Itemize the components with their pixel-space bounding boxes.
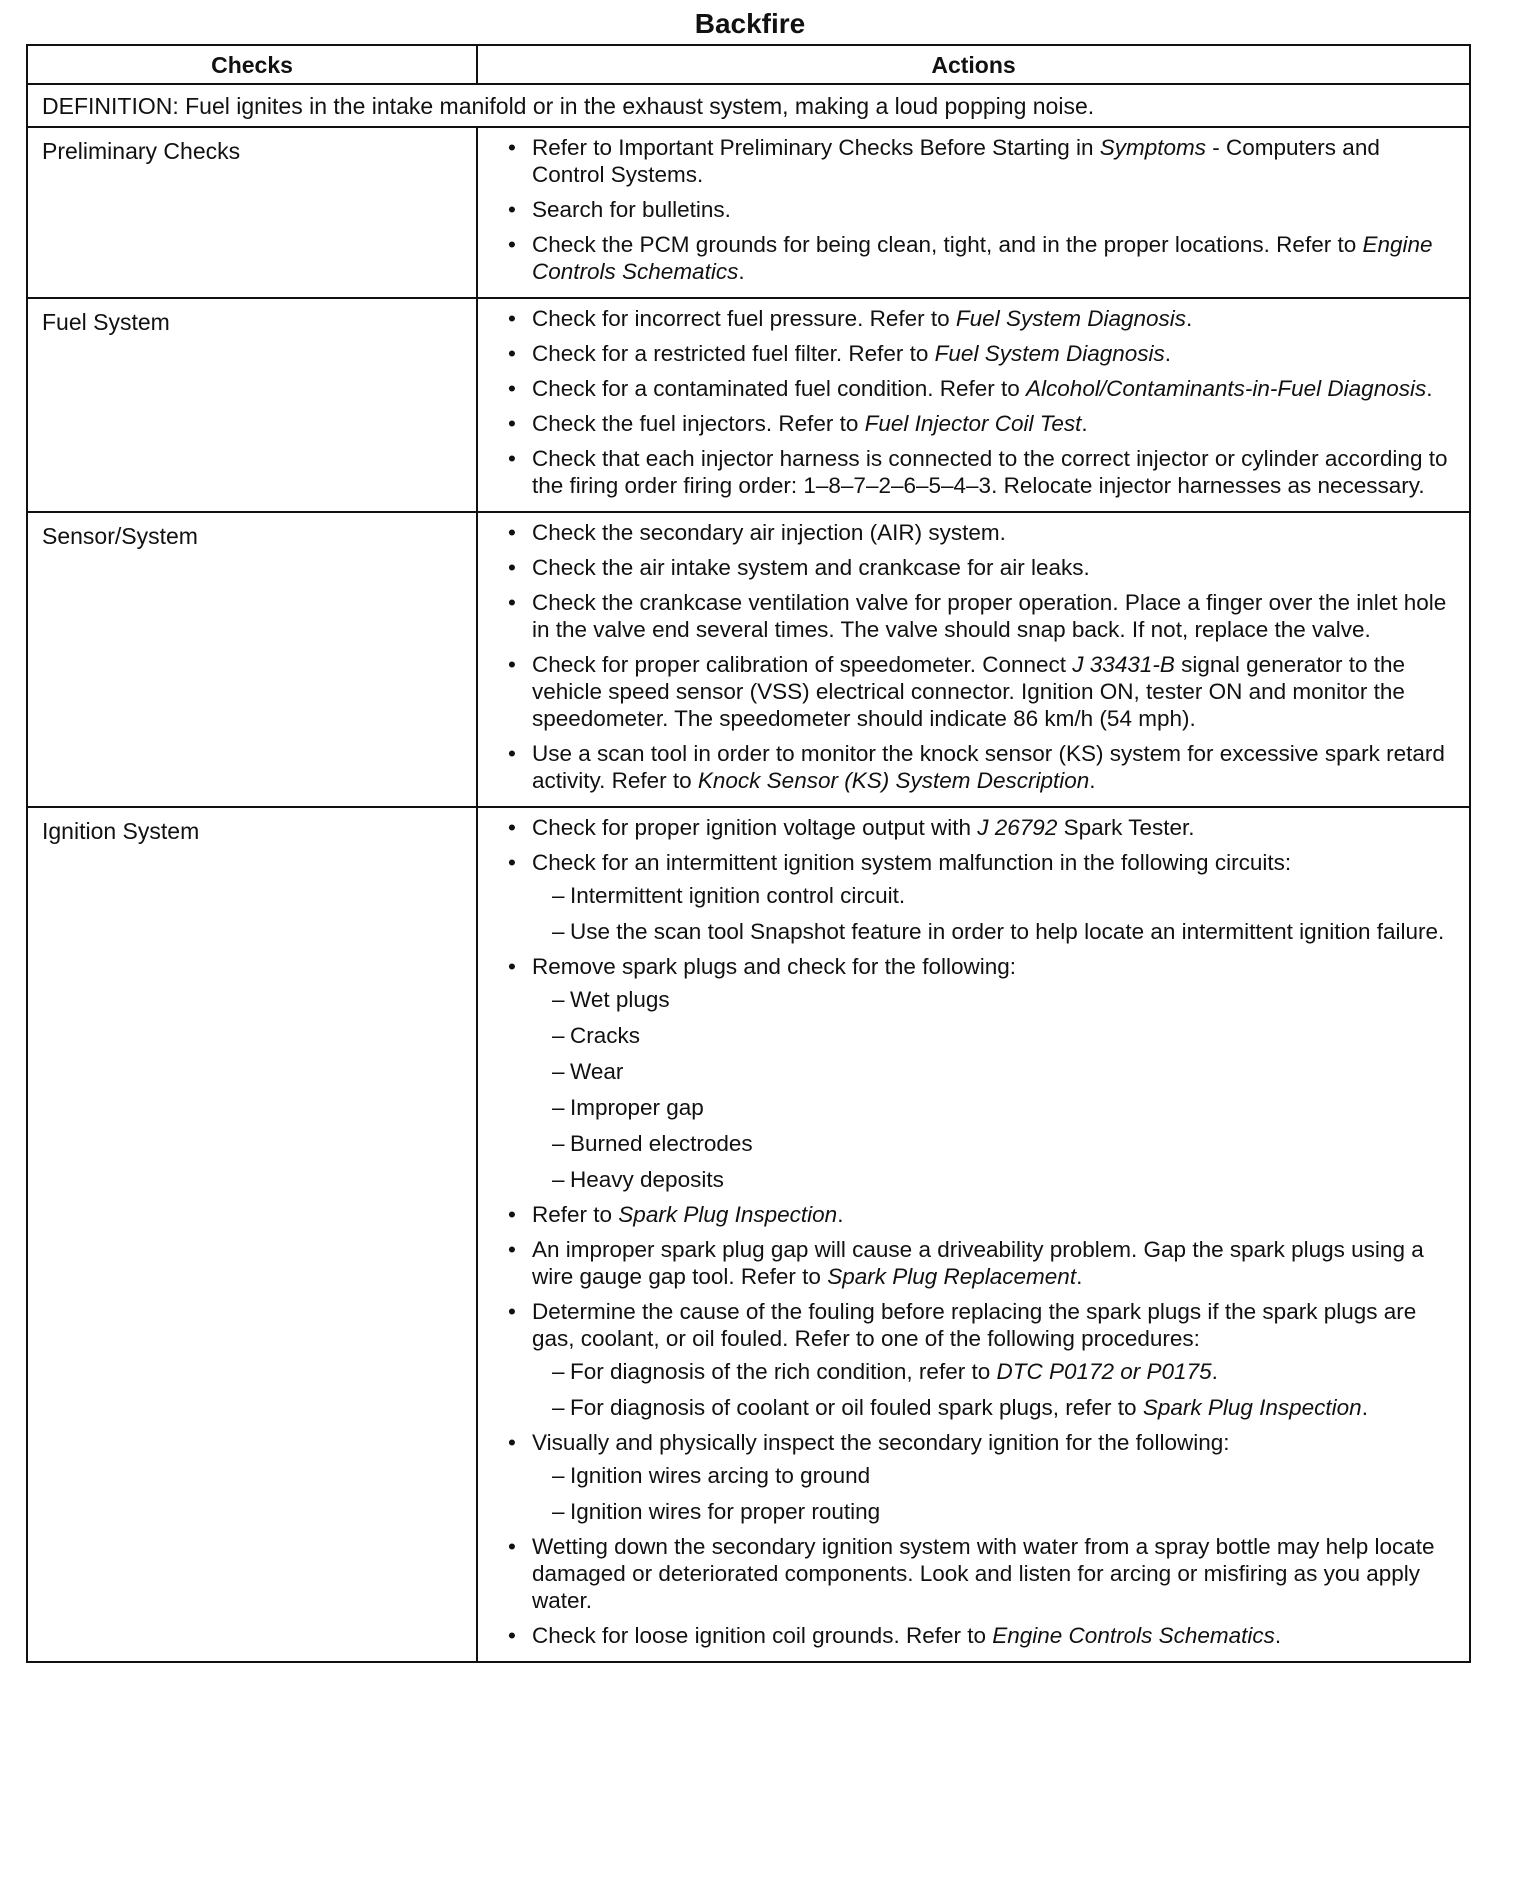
sub-list-item [532, 1462, 1455, 1489]
action-item [496, 445, 1455, 499]
action-text: Use the scan tool Snapshot feature in order to help locate an intermittent ignition failure. [570, 919, 1445, 944]
action-text: Ignition wires arcing to ground [570, 1463, 871, 1488]
action-item [496, 1298, 1455, 1421]
check-category: Preliminary Checks [27, 127, 477, 298]
table-row [27, 807, 1470, 1662]
reference-link: Fuel System Diagnosis [955, 306, 1187, 331]
action-text: An improper spark plug gap will cause a driveability problem. Gap the spark plugs using a wire gauge gap tool. Refer to [532, 1237, 1424, 1289]
reference-link: Engine Controls Schematics [992, 1623, 1275, 1648]
reference-link: Symptoms [1099, 135, 1207, 160]
actions-cell [477, 127, 1470, 298]
action-text-tail: . [1186, 306, 1193, 331]
action-text: Check the air intake system and crankcase for air leaks. [532, 555, 1090, 580]
action-item [496, 740, 1455, 794]
sub-list-item [532, 1094, 1455, 1121]
sub-list-item [532, 1130, 1455, 1157]
action-item [496, 849, 1455, 945]
reference-link: Engine Controls Schematics [532, 232, 1433, 284]
action-list [496, 519, 1455, 794]
check-category: Sensor/System [27, 512, 477, 807]
action-text: Refer to Important Preliminary Checks Before Starting in [532, 135, 1100, 160]
sub-list-item [532, 1394, 1455, 1421]
sub-list-item [532, 986, 1455, 1013]
action-text-tail: . [1081, 411, 1088, 436]
action-text-tail: . [1274, 1623, 1282, 1648]
action-text: Check the PCM grounds for being clean, tight, and in the proper locations. Refer to [532, 232, 1363, 257]
action-text: Determine the cause of the fouling before replacing the spark plugs if the spark plugs are gas, coolant, or oil fouled. Refer to one of the following procedures: [532, 1299, 1417, 1351]
action-text: Check that each injector harness is connected to the correct injector or cylinder according to the firing order firing order: 1–8–7–2–6–5–4–3. Relocate injector harnesses as necessary. [532, 446, 1448, 498]
action-text-tail: . [1076, 1264, 1083, 1289]
action-text: Burned electrodes [570, 1131, 753, 1156]
action-text-tail: . [1211, 1359, 1218, 1384]
action-item [496, 814, 1455, 841]
action-text: Intermittent ignition control circuit. [570, 883, 906, 908]
action-text-tail: . [1426, 376, 1433, 401]
action-text: Check the crankcase ventilation valve for proper operation. Place a finger over the inlet hole in the valve end several times. The valve should snap back. If not, replace the valve. [532, 590, 1447, 642]
actions-cell [477, 512, 1470, 807]
action-item [496, 1201, 1455, 1228]
sub-list [532, 986, 1455, 1193]
actions-cell [477, 807, 1470, 1662]
action-text: Check for a contaminated fuel condition. Refer to [532, 376, 1027, 401]
action-text: Check the fuel injectors. Refer to [532, 411, 865, 436]
action-text: Check for loose ignition coil grounds. Refer to [532, 1623, 993, 1648]
action-list [496, 814, 1455, 1649]
sub-list-item [532, 882, 1455, 909]
action-text: Check the secondary air injection (AIR) system. [532, 520, 1006, 545]
reference-link: Fuel System Diagnosis [934, 341, 1165, 366]
action-item [496, 1533, 1455, 1614]
reference-link: Spark Plug Inspection [1142, 1395, 1362, 1420]
action-text-tail: - Computers and Control Systems. [532, 135, 1380, 187]
sub-list-item [532, 1498, 1455, 1525]
action-item [496, 410, 1455, 437]
action-text: For diagnosis of the rich condition, refer to [570, 1359, 997, 1384]
actions-cell [477, 298, 1470, 512]
sub-list-item [532, 1022, 1455, 1049]
action-item [496, 305, 1455, 332]
action-item [496, 1622, 1455, 1649]
check-category: Ignition System [27, 807, 477, 1662]
actions-column-header: Actions [477, 45, 1470, 84]
table-row [27, 298, 1470, 512]
action-item [496, 340, 1455, 367]
diagnostic-table [26, 44, 1471, 1663]
reference-link: Fuel Injector Coil Test [864, 411, 1082, 436]
action-item [496, 134, 1455, 188]
table-header-row [27, 45, 1470, 84]
reference-link: Spark Plug Replacement [827, 1264, 1077, 1289]
action-item [496, 589, 1455, 643]
reference-link: DTC P0172 or P0175 [996, 1359, 1212, 1384]
action-item [496, 1236, 1455, 1290]
action-item [496, 554, 1455, 581]
action-text-tail: Spark Tester. [1057, 815, 1195, 840]
action-text-tail: . [1089, 768, 1096, 793]
action-text: Check for an intermittent ignition system malfunction in the following circuits: [532, 850, 1292, 875]
action-text: Check for proper calibration of speedometer. Connect [532, 652, 1073, 677]
checks-column-header: Checks [27, 45, 477, 84]
action-item [496, 231, 1455, 285]
action-text: Check for a restricted fuel filter. Refer to [532, 341, 935, 366]
action-text: Wet plugs [570, 987, 670, 1012]
action-text: Heavy deposits [570, 1167, 724, 1192]
action-text: Visually and physically inspect the secondary ignition for the following: [532, 1430, 1230, 1455]
action-item [496, 953, 1455, 1193]
action-item [496, 651, 1455, 732]
sub-list [532, 882, 1455, 945]
action-text-tail: . [1164, 341, 1172, 366]
action-text: Wear [570, 1059, 624, 1084]
action-item [496, 1429, 1455, 1525]
sub-list-item [532, 1166, 1455, 1193]
table-row [27, 127, 1470, 298]
action-list [496, 134, 1455, 285]
action-text: Ignition wires for proper routing [570, 1499, 881, 1524]
page-title: Backfire [694, 8, 806, 39]
action-text: Wetting down the secondary ignition system with water from a spray bottle may help locate damaged or deteriorated components. Look and listen for arcing or misfiring as you apply water. [532, 1534, 1435, 1613]
action-list [496, 305, 1455, 499]
sub-list-item [532, 1358, 1455, 1385]
definition-row [27, 84, 1470, 127]
sub-list-item [532, 918, 1455, 945]
action-text-tail: signal generator to the vehicle speed sensor (VSS) electrical connector. Ignition ON, tester ON and monitor the speedometer. The speedometer should indicate 86 km/h (54 mph). [532, 652, 1406, 731]
action-text: Check for incorrect fuel pressure. Refer to [532, 306, 956, 331]
check-category: Fuel System [27, 298, 477, 512]
action-text: Refer to [532, 1202, 619, 1227]
reference-link: Spark Plug Inspection [618, 1202, 838, 1227]
reference-link: Alcohol/Contaminants-in-Fuel Diagnosis [1026, 376, 1427, 401]
sub-list [532, 1358, 1455, 1421]
action-text: For diagnosis of coolant or oil fouled spark plugs, refer to [570, 1395, 1143, 1420]
action-text: Check for proper ignition voltage output with [532, 815, 978, 840]
reference-link: J 26792 [977, 815, 1058, 840]
action-text: Use a scan tool in order to monitor the knock sensor (KS) system for excessive spark retard activity. Refer to [532, 741, 1445, 793]
action-item [496, 519, 1455, 546]
action-text: Improper gap [570, 1095, 704, 1120]
action-text: Search for bulletins. [532, 197, 731, 222]
action-text-tail: . [1361, 1395, 1368, 1420]
reference-link: Knock Sensor (KS) System Description [697, 768, 1090, 793]
action-item [496, 375, 1455, 402]
action-text: Remove spark plugs and check for the following: [532, 954, 1017, 979]
table-row [27, 512, 1470, 807]
action-item [496, 196, 1455, 223]
reference-link: J 33431-B [1072, 652, 1175, 677]
action-text: Cracks [570, 1023, 641, 1048]
sub-list [532, 1462, 1455, 1525]
definition-text: DEFINITION: Fuel ignites in the intake manifold or in the exhaust system, making a loud popping noise. [27, 84, 1470, 127]
sub-list-item [532, 1058, 1455, 1085]
action-text-tail: . [837, 1202, 844, 1227]
action-text-tail: . [738, 259, 745, 284]
